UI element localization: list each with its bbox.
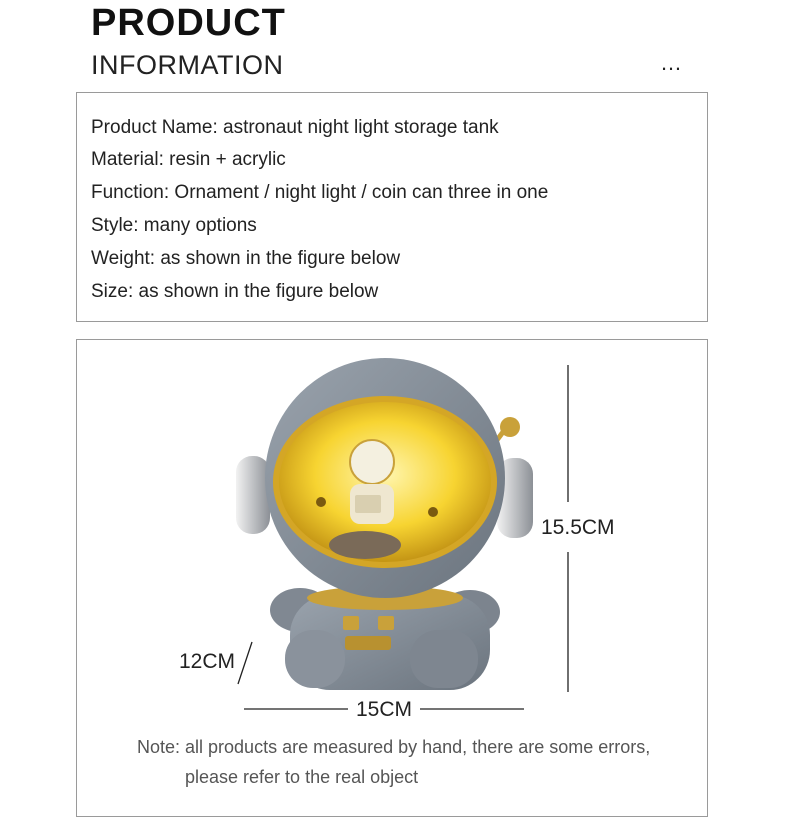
more-icon[interactable]: … — [660, 50, 684, 75]
note-line-1: Note: all products are measured by hand, there are some errors, — [137, 737, 651, 757]
page-title: PRODUCT — [91, 2, 286, 44]
spec-style: Style: many options — [91, 215, 257, 236]
spec-product-name: Product Name: astronaut night light storage tank — [91, 117, 499, 138]
depth-label: 12CM — [179, 650, 236, 673]
note-line-2: please refer to the real object — [185, 767, 419, 787]
spec-function: Function: Ornament / night light / coin can three in one — [91, 182, 549, 203]
width-label: 15CM — [356, 698, 413, 721]
antenna-icon — [497, 417, 520, 440]
spec-material: Material: resin + acrylic — [91, 149, 286, 170]
page-subtitle: INFORMATION — [91, 50, 284, 80]
spec-size: Size: as shown in the figure below — [91, 281, 379, 302]
astronaut-body — [270, 586, 500, 690]
height-label: 15.5CM — [541, 516, 615, 539]
spec-weight: Weight: as shown in the figure below — [91, 248, 401, 269]
